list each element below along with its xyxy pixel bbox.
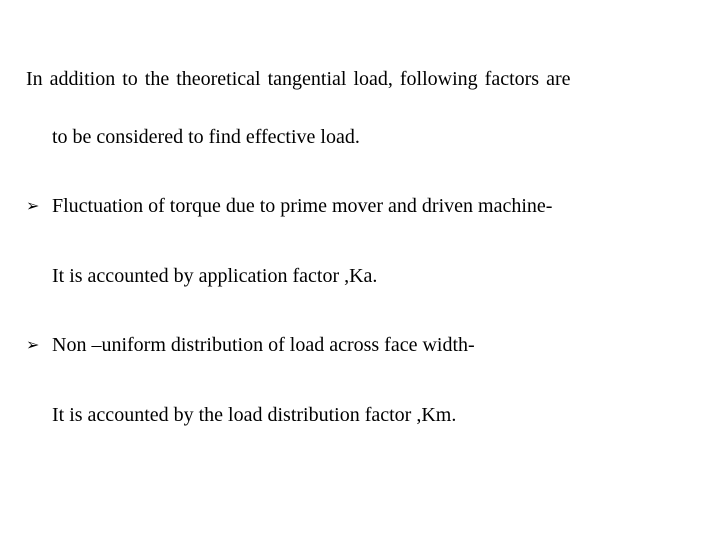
intro-text-line-1: In addition to the theoretical tangential load, following factors are bbox=[26, 68, 571, 90]
bullet-item-load-distribution bbox=[26, 333, 475, 357]
arrow-bullet-icon: ➢ bbox=[26, 335, 40, 354]
bullet-heading: Non –uniform distribution of load across face width- bbox=[52, 334, 475, 356]
bullet-detail-load-distribution-factor: It is accounted by the load distribution factor ,Km. bbox=[52, 404, 457, 426]
bullet-heading: Fluctuation of torque due to prime mover and driven machine- bbox=[52, 195, 553, 217]
arrow-bullet-icon: ➢ bbox=[26, 196, 40, 215]
bullet-detail-application-factor: It is accounted by application factor ,Ka. bbox=[52, 265, 378, 287]
bullet-item-torque-fluctuation bbox=[26, 194, 552, 218]
intro-text-line-2: to be considered to find effective load. bbox=[52, 126, 360, 148]
